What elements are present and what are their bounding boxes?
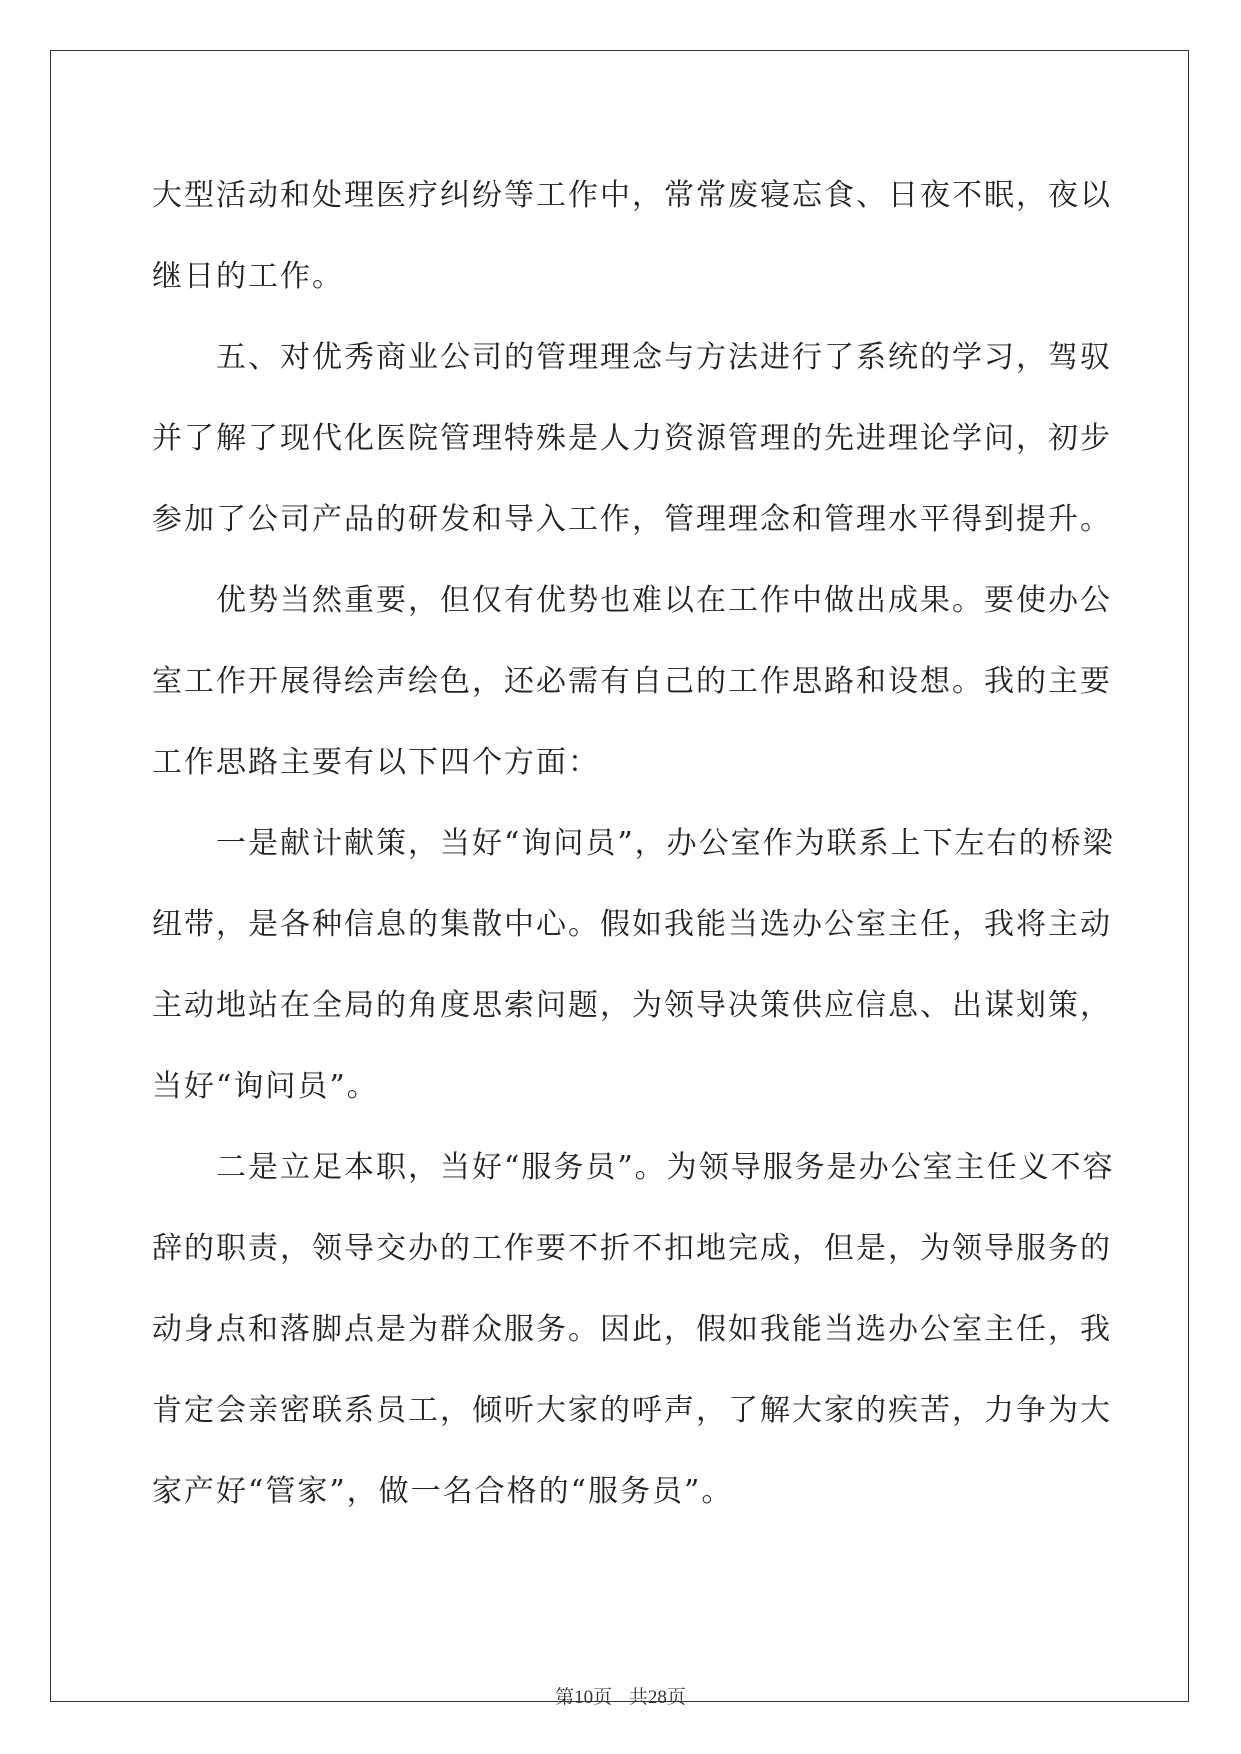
text-line: 纽带，是各种信息的集散中心。假如我能当选办公室主任，我将主动 xyxy=(152,907,1112,942)
text-line: 辞的职责，领导交办的工作要不折不扣地完成，但是，为领导服务的 xyxy=(152,1231,1112,1266)
text-line: 家产好“管家”，做一名合格的“服务员”。 xyxy=(152,1474,734,1509)
text-line: 工作思路主要有以下四个方面： xyxy=(152,745,600,780)
page-footer xyxy=(0,1682,1241,1709)
text-line: 并了解了现代化医院管理特殊是人力资源管理的先进理论学问，初步 xyxy=(152,421,1112,456)
page-total: 共28页 xyxy=(628,1687,686,1708)
document-body xyxy=(152,155,1115,1532)
text-line: 优势当然重要，但仅有优势也难以在工作中做出成果。要使办公 xyxy=(216,583,1112,618)
text-line: 主动地站在全局的角度思索问题，为领导决策供应信息、出谋划策， xyxy=(152,988,1112,1023)
text-line: 动身点和落脚点是为群众服务。因此，假如我能当选办公室主任，我 xyxy=(152,1312,1112,1347)
text-line: 肯定会亲密联系员工，倾听大家的呼声，了解大家的疾苦，力争为大 xyxy=(152,1393,1112,1428)
text-line: 大型活动和处理医疗纠纷等工作中，常常废寝忘食、日夜不眠，夜以 xyxy=(152,178,1112,213)
text-line: 五、对优秀商业公司的管理理念与方法进行了系统的学习，驾驭 xyxy=(216,340,1112,375)
text-line: 二是立足本职，当好“服务员”。为领导服务是办公室主任义不容 xyxy=(216,1150,1115,1185)
text-line: 参加了公司产品的研发和导入工作，管理理念和管理水平得到提升。 xyxy=(152,502,1112,537)
page-number: 第10页 xyxy=(555,1687,613,1708)
text-line: 室工作开展得绘声绘色，还必需有自己的工作思路和设想。我的主要 xyxy=(152,664,1112,699)
text-line: 继日的工作。 xyxy=(152,259,344,294)
text-line: 一是献计献策，当好“询问员”，办公室作为联系上下左右的桥梁 xyxy=(216,826,1115,861)
text-line: 当好“询问员”。 xyxy=(152,1069,379,1104)
